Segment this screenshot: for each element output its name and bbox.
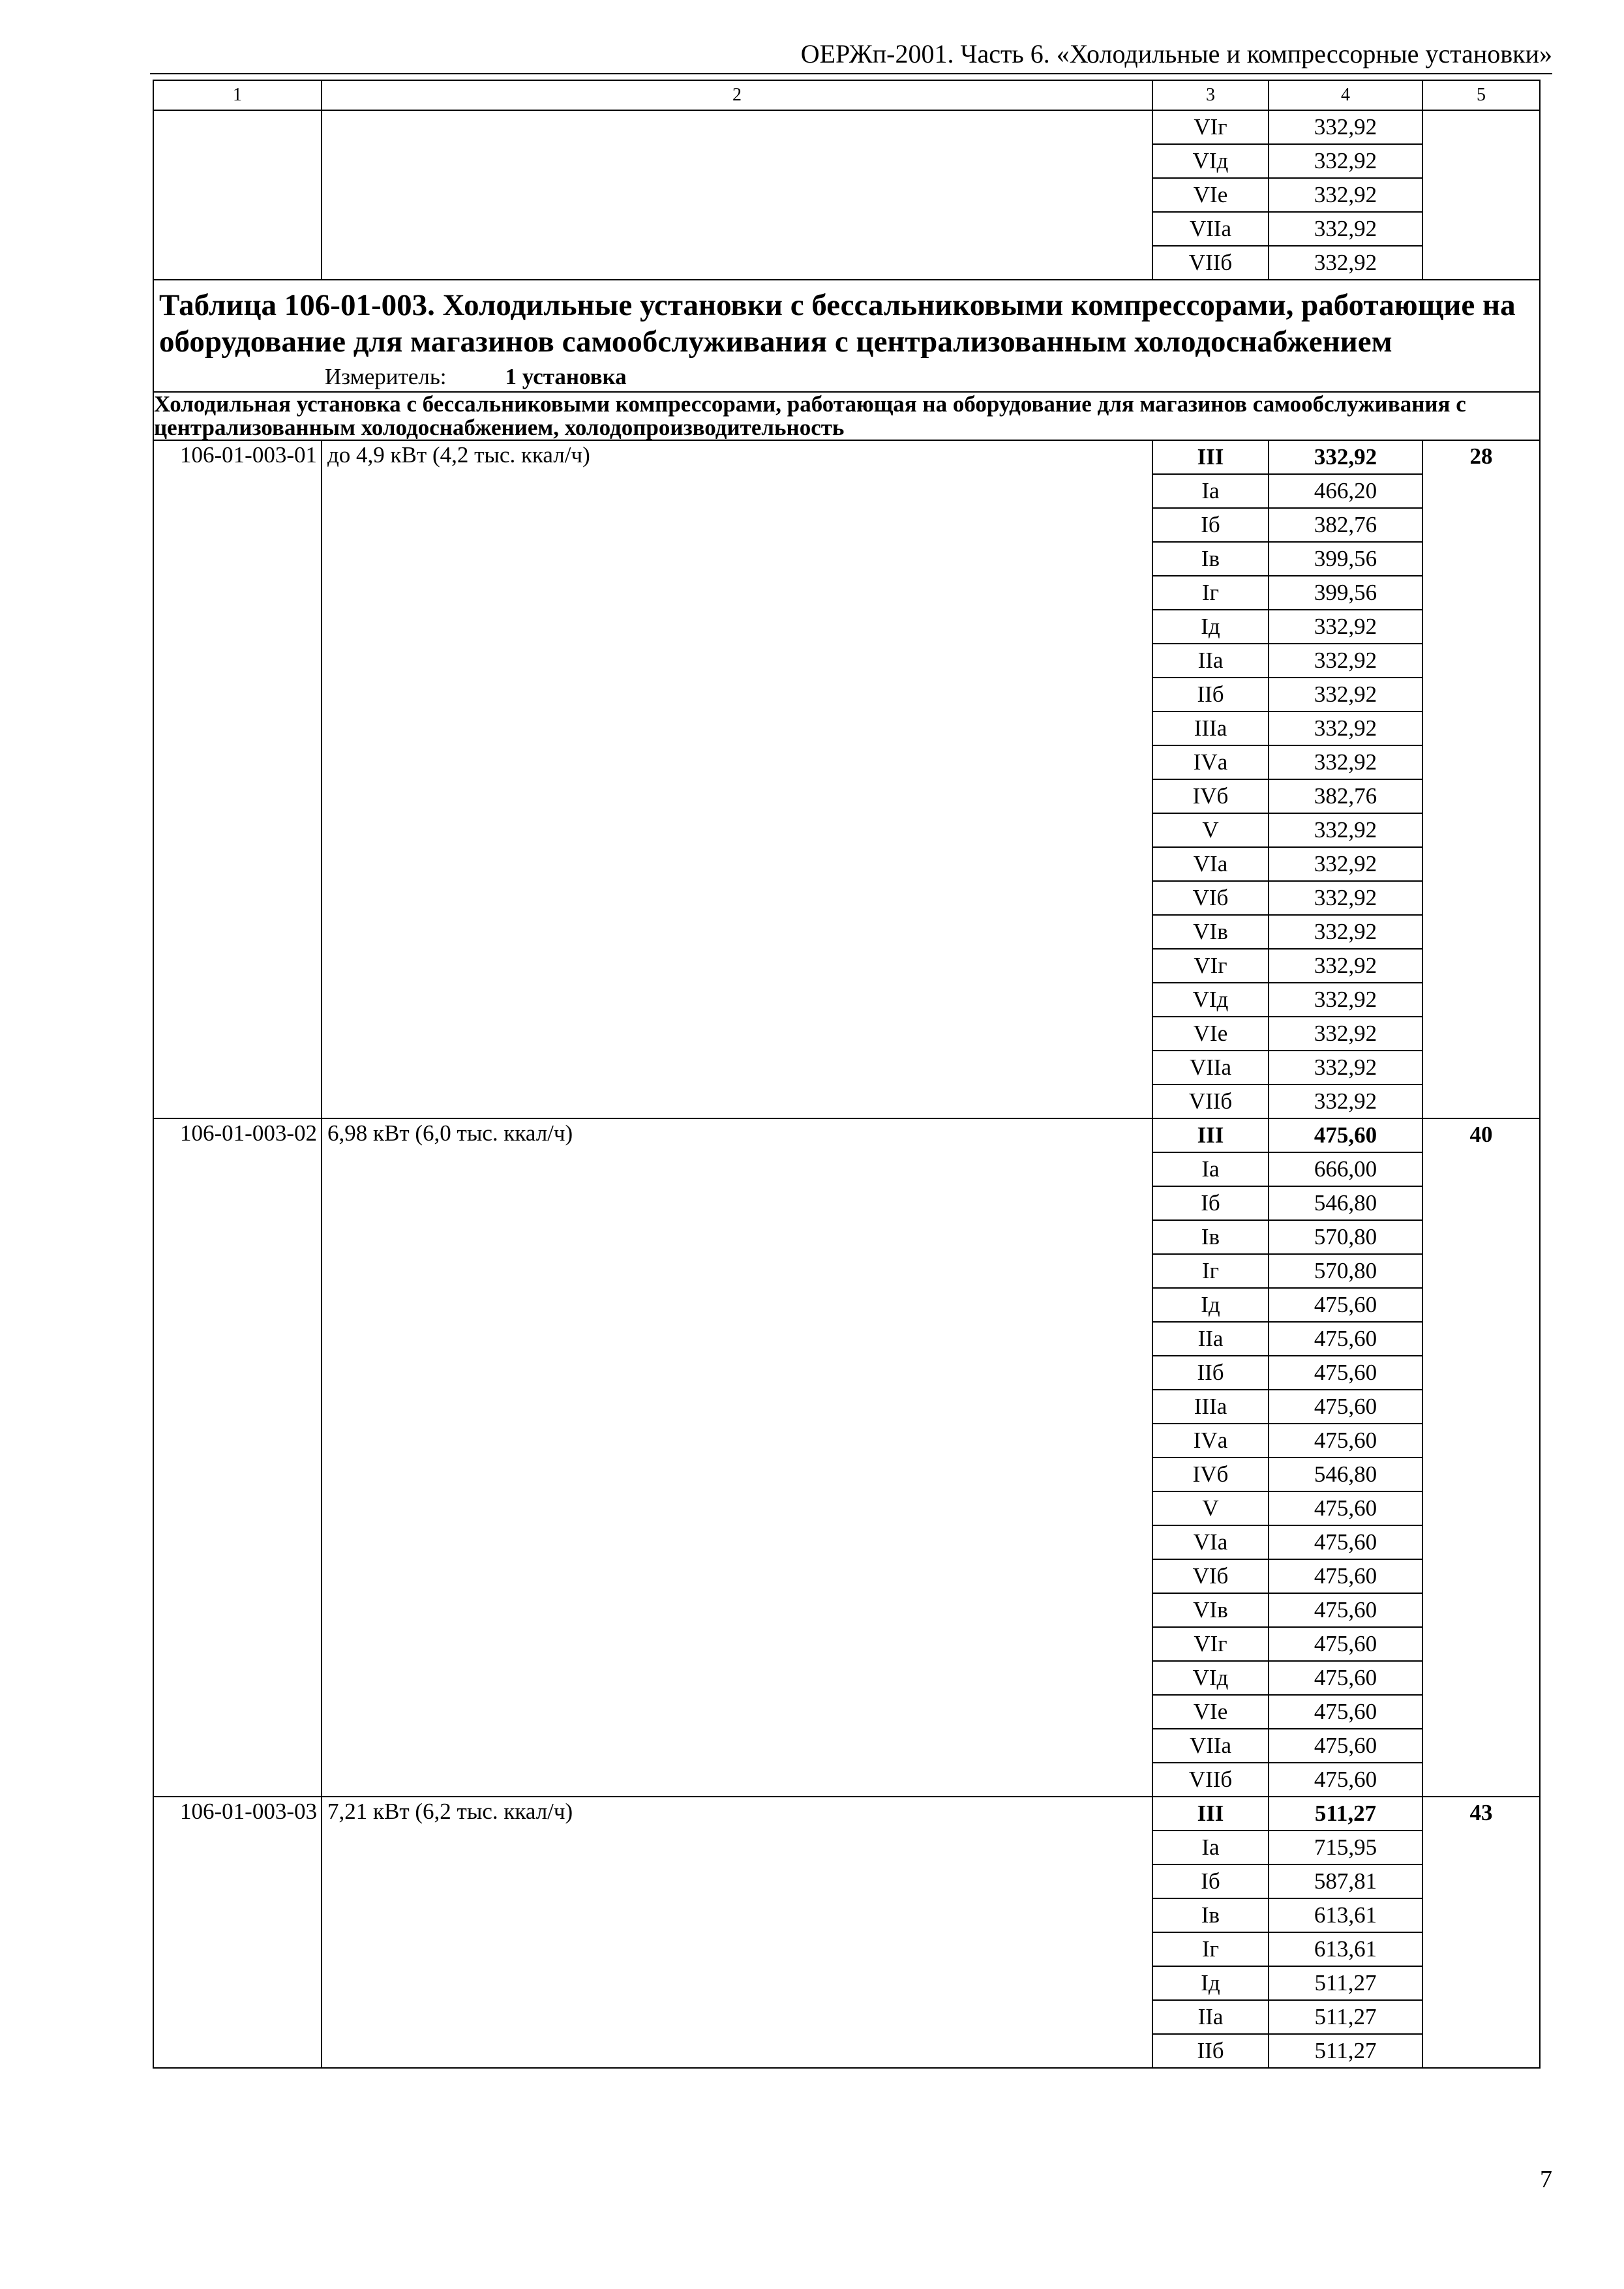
price-cell: 332,92 (1269, 144, 1422, 178)
price-cell: 475,60 (1269, 1661, 1422, 1695)
zone-cell: Iа (1152, 1831, 1269, 1864)
price-cell: 475,60 (1269, 1322, 1422, 1356)
zone-cell: Iб (1152, 1186, 1269, 1220)
zone-cell: III (1152, 1797, 1269, 1831)
price-cell: 475,60 (1269, 1288, 1422, 1322)
price-cell: 399,56 (1269, 576, 1422, 610)
zone-cell: VIг (1152, 949, 1269, 983)
zone-cell: VIIа (1152, 1051, 1269, 1085)
zone-cell: IIIа (1152, 711, 1269, 745)
table-row (153, 1797, 1540, 1831)
price-cell: 570,80 (1269, 1220, 1422, 1254)
price-cell: 613,61 (1269, 1898, 1422, 1932)
column-number: 4 (1269, 80, 1422, 110)
item-col5: 28 (1422, 440, 1540, 1118)
rates-table (153, 80, 1541, 2069)
price-cell: 466,20 (1269, 474, 1422, 508)
price-cell: 332,92 (1269, 212, 1422, 246)
table-description: Холодильная установка с бессальниковыми компрессорами, работающая на оборудование для магазинов самообслуживания с централизованным холодоснабжением, холодопроизводительность (153, 392, 1540, 440)
zone-cell: VIв (1152, 1593, 1269, 1627)
zone-cell: Iг (1152, 1254, 1269, 1288)
zone-cell: VIIб (1152, 1763, 1269, 1797)
zone-cell: IIб (1152, 1356, 1269, 1390)
page-number: 7 (1540, 2166, 1552, 2193)
zone-cell: III (1152, 440, 1269, 474)
zone-cell: Iа (1152, 1152, 1269, 1186)
price-cell: 332,92 (1269, 110, 1422, 144)
zone-cell: VIб (1152, 1559, 1269, 1593)
zone-cell: VIг (1152, 110, 1269, 144)
item-code: 106-01-003-03 (153, 1797, 322, 2068)
measure-line (154, 360, 1539, 391)
zone-cell: IIа (1152, 2000, 1269, 2034)
zone-cell: Iг (1152, 1932, 1269, 1966)
zone-cell: IIб (1152, 2034, 1269, 2068)
price-cell: 332,92 (1269, 1085, 1422, 1118)
column-number-row (153, 80, 1540, 110)
price-cell: 332,92 (1269, 440, 1422, 474)
item-col5: 40 (1422, 1118, 1540, 1797)
price-cell: 332,92 (1269, 1051, 1422, 1085)
measure-unit: 1 установка (505, 364, 627, 389)
price-cell: 546,80 (1269, 1458, 1422, 1491)
zone-cell: VIд (1152, 1661, 1269, 1695)
price-cell: 475,60 (1269, 1356, 1422, 1390)
price-cell: 475,60 (1269, 1390, 1422, 1424)
zone-cell: VIе (1152, 1695, 1269, 1729)
price-cell: 475,60 (1269, 1491, 1422, 1525)
zone-cell: IVа (1152, 1424, 1269, 1458)
price-cell: 382,76 (1269, 779, 1422, 813)
zone-cell: Iд (1152, 610, 1269, 644)
price-cell: 399,56 (1269, 542, 1422, 576)
price-cell: 332,92 (1269, 178, 1422, 212)
zone-cell: VIд (1152, 144, 1269, 178)
price-cell: 475,60 (1269, 1627, 1422, 1661)
price-cell: 332,92 (1269, 678, 1422, 711)
price-cell: 715,95 (1269, 1831, 1422, 1864)
zone-cell: Iг (1152, 576, 1269, 610)
zone-cell: VIе (1152, 1017, 1269, 1051)
price-cell: 511,27 (1269, 2034, 1422, 2068)
item-code: 106-01-003-02 (153, 1118, 322, 1797)
price-cell: 332,92 (1269, 813, 1422, 847)
price-cell: 332,92 (1269, 644, 1422, 678)
zone-cell: IVб (1152, 1458, 1269, 1491)
zone-cell: VIб (1152, 881, 1269, 915)
zone-cell: Iв (1152, 1898, 1269, 1932)
name-cell (322, 110, 1152, 280)
price-cell: 666,00 (1269, 1152, 1422, 1186)
price-cell: 382,76 (1269, 508, 1422, 542)
zone-cell: Iд (1152, 1966, 1269, 2000)
zone-cell: VIг (1152, 1627, 1269, 1661)
zone-cell: VIа (1152, 847, 1269, 881)
column-number: 1 (153, 80, 322, 110)
price-cell: 475,60 (1269, 1695, 1422, 1729)
price-cell: 570,80 (1269, 1254, 1422, 1288)
price-cell: 332,92 (1269, 847, 1422, 881)
table-row (153, 1118, 1540, 1152)
price-cell: 475,60 (1269, 1729, 1422, 1763)
zone-cell: Iа (1152, 474, 1269, 508)
zone-cell: VIIа (1152, 212, 1269, 246)
price-cell: 332,92 (1269, 610, 1422, 644)
zone-cell: Iд (1152, 1288, 1269, 1322)
zone-cell: VIа (1152, 1525, 1269, 1559)
zone-cell: V (1152, 1491, 1269, 1525)
price-cell: 511,27 (1269, 1797, 1422, 1831)
table-title-row (153, 280, 1540, 392)
price-cell: 475,60 (1269, 1525, 1422, 1559)
price-cell: 511,27 (1269, 1966, 1422, 2000)
measure-label: Измеритель: (325, 364, 447, 389)
zone-cell: IIIа (1152, 1390, 1269, 1424)
price-cell: 511,27 (1269, 2000, 1422, 2034)
zone-cell: Iв (1152, 542, 1269, 576)
item-col5: 43 (1422, 1797, 1540, 2068)
price-cell: 332,92 (1269, 745, 1422, 779)
running-header: ОЕРЖп-2001. Часть 6. «Холодильные и компрессорные установки» (800, 39, 1552, 68)
price-cell: 332,92 (1269, 1017, 1422, 1051)
zone-cell: VIд (1152, 983, 1269, 1017)
zone-cell: VIIб (1152, 246, 1269, 280)
item-code: 106-01-003-01 (153, 440, 322, 1118)
price-cell: 475,60 (1269, 1559, 1422, 1593)
price-cell: 475,60 (1269, 1593, 1422, 1627)
item-name: до 4,9 кВт (4,2 тыс. ккал/ч) (322, 440, 1152, 1118)
price-cell: 475,60 (1269, 1424, 1422, 1458)
zone-cell: IIа (1152, 644, 1269, 678)
column-number: 2 (322, 80, 1152, 110)
table-description-row (153, 392, 1540, 440)
price-cell: 332,92 (1269, 949, 1422, 983)
zone-cell: VIв (1152, 915, 1269, 949)
extra-cell (1422, 110, 1540, 280)
item-name: 6,98 кВт (6,0 тыс. ккал/ч) (322, 1118, 1152, 1797)
price-cell: 332,92 (1269, 246, 1422, 280)
item-name: 7,21 кВт (6,2 тыс. ккал/ч) (322, 1797, 1152, 2068)
price-cell: 546,80 (1269, 1186, 1422, 1220)
zone-cell: VIIа (1152, 1729, 1269, 1763)
zone-cell: III (1152, 1118, 1269, 1152)
code-cell (153, 110, 322, 280)
header-rule (150, 73, 1552, 74)
column-number: 3 (1152, 80, 1269, 110)
price-cell: 332,92 (1269, 915, 1422, 949)
table-title-cell (153, 280, 1540, 392)
zone-cell: Iб (1152, 508, 1269, 542)
zone-cell: Iб (1152, 1864, 1269, 1898)
zone-cell: VIе (1152, 178, 1269, 212)
column-number: 5 (1422, 80, 1540, 110)
price-cell: 332,92 (1269, 881, 1422, 915)
zone-cell: IVа (1152, 745, 1269, 779)
price-cell: 613,61 (1269, 1932, 1422, 1966)
price-cell: 475,60 (1269, 1763, 1422, 1797)
price-cell: 475,60 (1269, 1118, 1422, 1152)
table-row (153, 440, 1540, 474)
price-cell: 332,92 (1269, 983, 1422, 1017)
price-cell: 332,92 (1269, 711, 1422, 745)
price-cell: 587,81 (1269, 1864, 1422, 1898)
zone-cell: VIIб (1152, 1085, 1269, 1118)
zone-cell: IIб (1152, 678, 1269, 711)
zone-cell: Iв (1152, 1220, 1269, 1254)
table-title: Таблица 106-01-003. Холодильные установки с бессальниковыми компрессорами, работающие на оборудование для магазинов самообслуживания с централизованным холодоснабжением (159, 288, 1516, 359)
zone-cell: IVб (1152, 779, 1269, 813)
zone-cell: IIа (1152, 1322, 1269, 1356)
table-row (153, 110, 1540, 144)
zone-cell: V (1152, 813, 1269, 847)
